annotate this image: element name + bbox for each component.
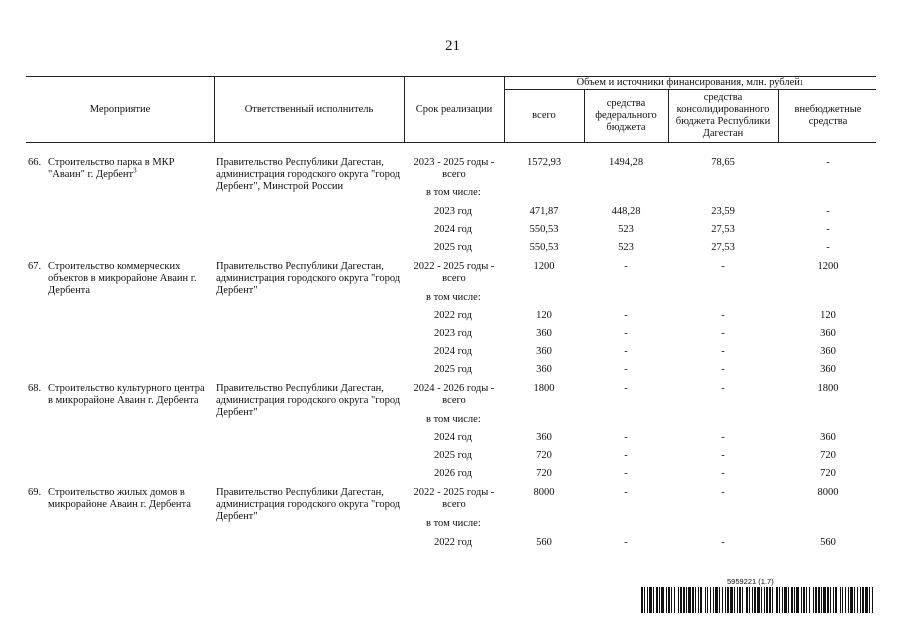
barcode-icon: [641, 587, 873, 613]
year-consolidated: 27,53: [711, 242, 735, 253]
year-federal: -: [624, 346, 628, 357]
year-consolidated: -: [721, 450, 725, 461]
year-label: 2025 год: [434, 242, 472, 253]
year-total: 720: [536, 450, 552, 461]
year-total: 360: [536, 346, 552, 357]
row-total: 1800: [533, 383, 555, 394]
row-executor: Правительство Республики Дагестан, администрация городского округа "город Дербент", Минстрой России: [216, 157, 401, 192]
row-name-footnote: 3: [133, 166, 137, 175]
year-federal: 448,28: [611, 206, 641, 217]
year-label: 2023 год: [434, 328, 472, 339]
year-label: 2025 год: [434, 450, 472, 461]
page-number: 21: [445, 38, 460, 54]
year-label: 2024 год: [434, 432, 472, 443]
year-extrabudget: 360: [820, 364, 836, 375]
row-federal: -: [624, 383, 628, 394]
year-consolidated: -: [721, 537, 725, 548]
year-label: 2022 год: [434, 310, 472, 321]
year-total: 360: [536, 364, 552, 375]
year-extrabudget: 560: [820, 537, 836, 548]
row-consolidated: -: [721, 383, 725, 394]
row-consolidated: 78,65: [711, 157, 735, 168]
year-total: 720: [536, 468, 552, 479]
barcode-label: 5959221 (1.7): [727, 577, 774, 586]
year-federal: -: [624, 450, 628, 461]
year-extrabudget: 360: [820, 328, 836, 339]
row-extrabudget: -: [826, 157, 830, 168]
row-consolidated: -: [721, 261, 725, 272]
row-name: [48, 157, 208, 181]
header-funding-group-text: Объем и источники финансирования, млн. рублей: [576, 77, 800, 88]
year-federal: -: [624, 537, 628, 548]
year-label: 2024 год: [434, 224, 472, 235]
year-total: 471,87: [529, 206, 559, 217]
year-consolidated: -: [721, 432, 725, 443]
year-label: 2022 год: [434, 537, 472, 548]
year-total: 550,53: [529, 242, 559, 253]
row-total: 8000: [533, 487, 555, 498]
year-total: 360: [536, 328, 552, 339]
year-federal: -: [624, 468, 628, 479]
year-extrabudget: 360: [820, 346, 836, 357]
row-period: 2022 - 2025 годы - всего: [413, 261, 495, 284]
year-total: 120: [536, 310, 552, 321]
including-label: в том числе:: [426, 187, 481, 198]
year-consolidated: -: [721, 310, 725, 321]
year-label: 2026 год: [434, 468, 472, 479]
row-period: 2023 - 2025 годы - всего: [413, 157, 495, 180]
year-extrabudget: 720: [820, 468, 836, 479]
row-federal: -: [624, 487, 628, 498]
year-consolidated: 27,53: [711, 224, 735, 235]
header-event: Мероприятие: [89, 103, 151, 115]
year-extrabudget: 360: [820, 432, 836, 443]
year-federal: -: [624, 328, 628, 339]
row-number: 67.: [28, 261, 42, 272]
including-label: в том числе:: [426, 292, 481, 303]
row-period: 2024 - 2026 годы - всего: [413, 383, 495, 406]
header-funding-group: Объем и источники финансирования, млн. рублей 1: [576, 77, 804, 88]
row-extrabudget: 8000: [817, 487, 839, 498]
row-number: 69.: [28, 487, 42, 498]
row-number: 68.: [28, 383, 42, 394]
header-period: Срок реализации: [415, 103, 493, 115]
year-label: 2024 год: [434, 346, 472, 357]
row-name: Строительство коммерческих объектов в микрорайоне Аваин г. Дербента: [48, 261, 197, 296]
row-total: 1200: [533, 261, 555, 272]
row-executor: Правительство Республики Дагестан, администрация городского округа "город Дербент": [216, 487, 401, 522]
header-extrabudget: внебюджетные средства: [794, 104, 862, 127]
year-federal: -: [624, 432, 628, 443]
year-federal: 523: [618, 242, 634, 253]
year-consolidated: -: [721, 328, 725, 339]
year-extrabudget: -: [826, 224, 830, 235]
year-label: 2023 год: [434, 206, 472, 217]
year-extrabudget: -: [826, 242, 830, 253]
year-federal: -: [624, 310, 628, 321]
year-consolidated: 23,59: [711, 206, 735, 217]
row-name: Строительство жилых домов в микрорайоне Аваин г. Дербента: [48, 487, 191, 510]
row-consolidated: -: [721, 487, 725, 498]
year-total: 550,53: [529, 224, 559, 235]
row-total: 1572,93: [526, 157, 562, 168]
year-label: 2025 год: [434, 364, 472, 375]
year-total: 560: [536, 537, 552, 548]
row-federal: 1494,28: [608, 157, 644, 168]
year-extrabudget: 120: [820, 310, 836, 321]
row-extrabudget: 1200: [817, 261, 839, 272]
header-divider-4: [584, 89, 585, 142]
header-consolidated: средства консолидированного бюджета Республики Дагестан: [675, 92, 771, 139]
row-federal: -: [624, 261, 628, 272]
row-name: Строительство культурного центра в микрорайоне Аваин г. Дербента: [48, 383, 205, 406]
header-divider-6: [778, 89, 779, 142]
row-number: 66.: [28, 157, 42, 168]
header-executor: Ответственный исполнитель: [244, 103, 374, 115]
year-extrabudget: 720: [820, 450, 836, 461]
including-label: в том числе:: [426, 414, 481, 425]
year-federal: -: [624, 364, 628, 375]
including-label: в том числе:: [426, 518, 481, 529]
year-total: 360: [536, 432, 552, 443]
row-name-text: Строительство парка в МКР "Аваин" г. Дербент: [48, 157, 175, 180]
row-period: 2022 - 2025 годы - всего: [413, 487, 495, 510]
year-federal: 523: [618, 224, 634, 235]
header-divider-5: [668, 89, 669, 142]
row-executor: Правительство Республики Дагестан, администрация городского округа "город Дербент": [216, 383, 401, 418]
header-bottom-border: [26, 142, 876, 143]
year-consolidated: -: [721, 364, 725, 375]
header-federal: средства федерального бюджета: [595, 98, 657, 133]
header-total: всего: [532, 110, 556, 121]
row-executor: Правительство Республики Дагестан, администрация городского округа "город Дербент": [216, 261, 401, 296]
year-consolidated: -: [721, 468, 725, 479]
year-consolidated: -: [721, 346, 725, 357]
row-extrabudget: 1800: [817, 383, 839, 394]
year-extrabudget: -: [826, 206, 830, 217]
